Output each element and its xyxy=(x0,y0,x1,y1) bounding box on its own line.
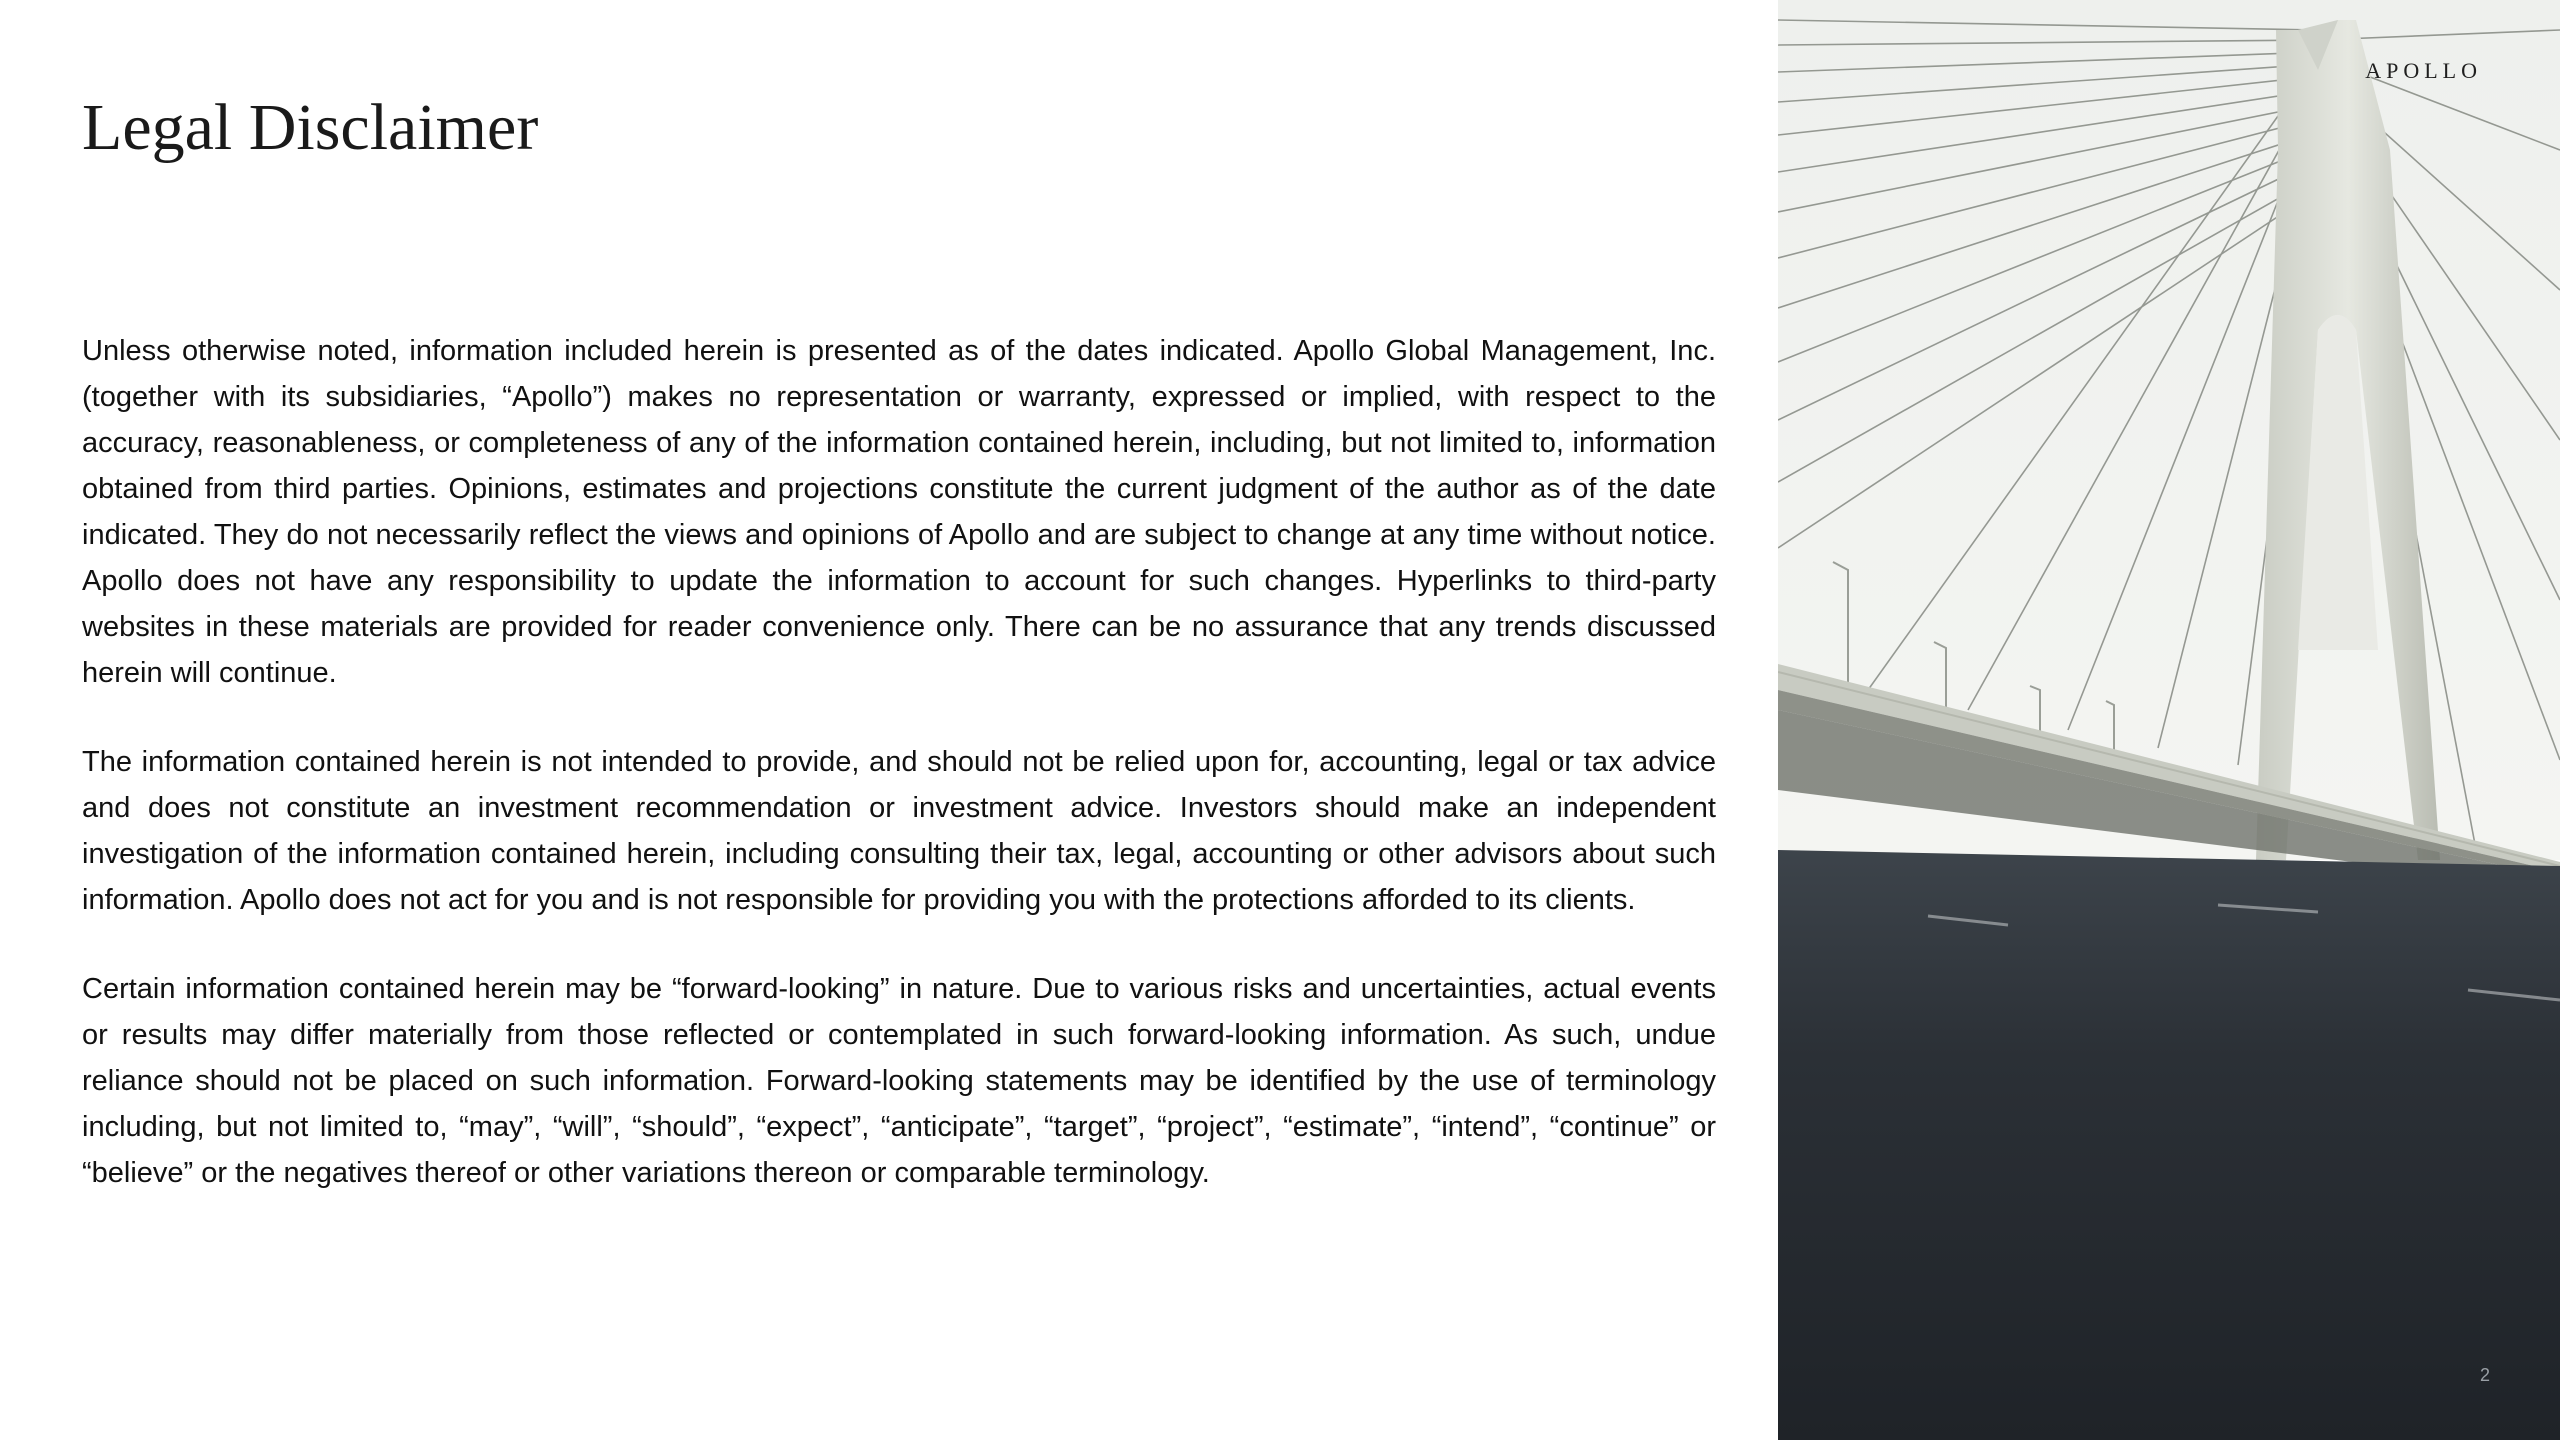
disclaimer-body xyxy=(82,328,1716,1239)
page-title: Legal Disclaimer xyxy=(82,91,539,164)
road-surface xyxy=(1778,850,2560,1440)
disclaimer-paragraph-1: Unless otherwise noted, information included herein is presented as of the dates indicated. Apollo Global Management, Inc. (together with its subsidiaries, “Apollo”) makes no representation or warranty, expressed or implied, with respect to the accuracy, reasonableness, or completeness of any of the information contained herein, including, but not limited to, information obtained from third parties. Opinions, estimates and projections constitute the current judgment of the author as of the date indicated. They do not necessarily reflect the views and opinions of Apollo and are subject to change at any time without notice. Apollo does not have any responsibility to update the information to account for such changes. Hyperlinks to third-party websites in these materials are provided for reader convenience only. There can be no assurance that any trends discussed herein will continue. xyxy=(82,335,1716,689)
page-number: 2 xyxy=(2479,1365,2490,1385)
brand-logo-apollo: APOLLO xyxy=(2365,58,2482,83)
bridge-illustration xyxy=(1778,0,2560,1440)
text-column xyxy=(82,0,1716,1440)
bridge-photo xyxy=(1778,0,2560,1440)
disclaimer-paragraph-3: Certain information contained herein may be “forward-looking” in nature. Due to various risks and uncertainties, actual events or results may differ materially from those reflected or contemplated in such forward-looking information. As such, undue reliance should not be placed on such information. Forward-looking statements may be identified by the use of terminology including, but not limited to, “may”, “will”, “should”, “expect”, “anticipate”, “target”, “project”, “estimate”, “intend”, “continue” or “believe” or the negatives thereof or other variations thereon or comparable terminology. xyxy=(82,973,1716,1189)
disclaimer-paragraph-2: The information contained herein is not intended to provide, and should not be relied upon for, accounting, legal or tax advice and does not constitute an investment recommendation or investment advice. Investors should make an independent investigation of the information contained herein, including consulting their tax, legal, accounting or other advisors about such information. Apollo does not act for you and is not responsible for providing you with the protections afforded to its clients. xyxy=(82,746,1716,916)
